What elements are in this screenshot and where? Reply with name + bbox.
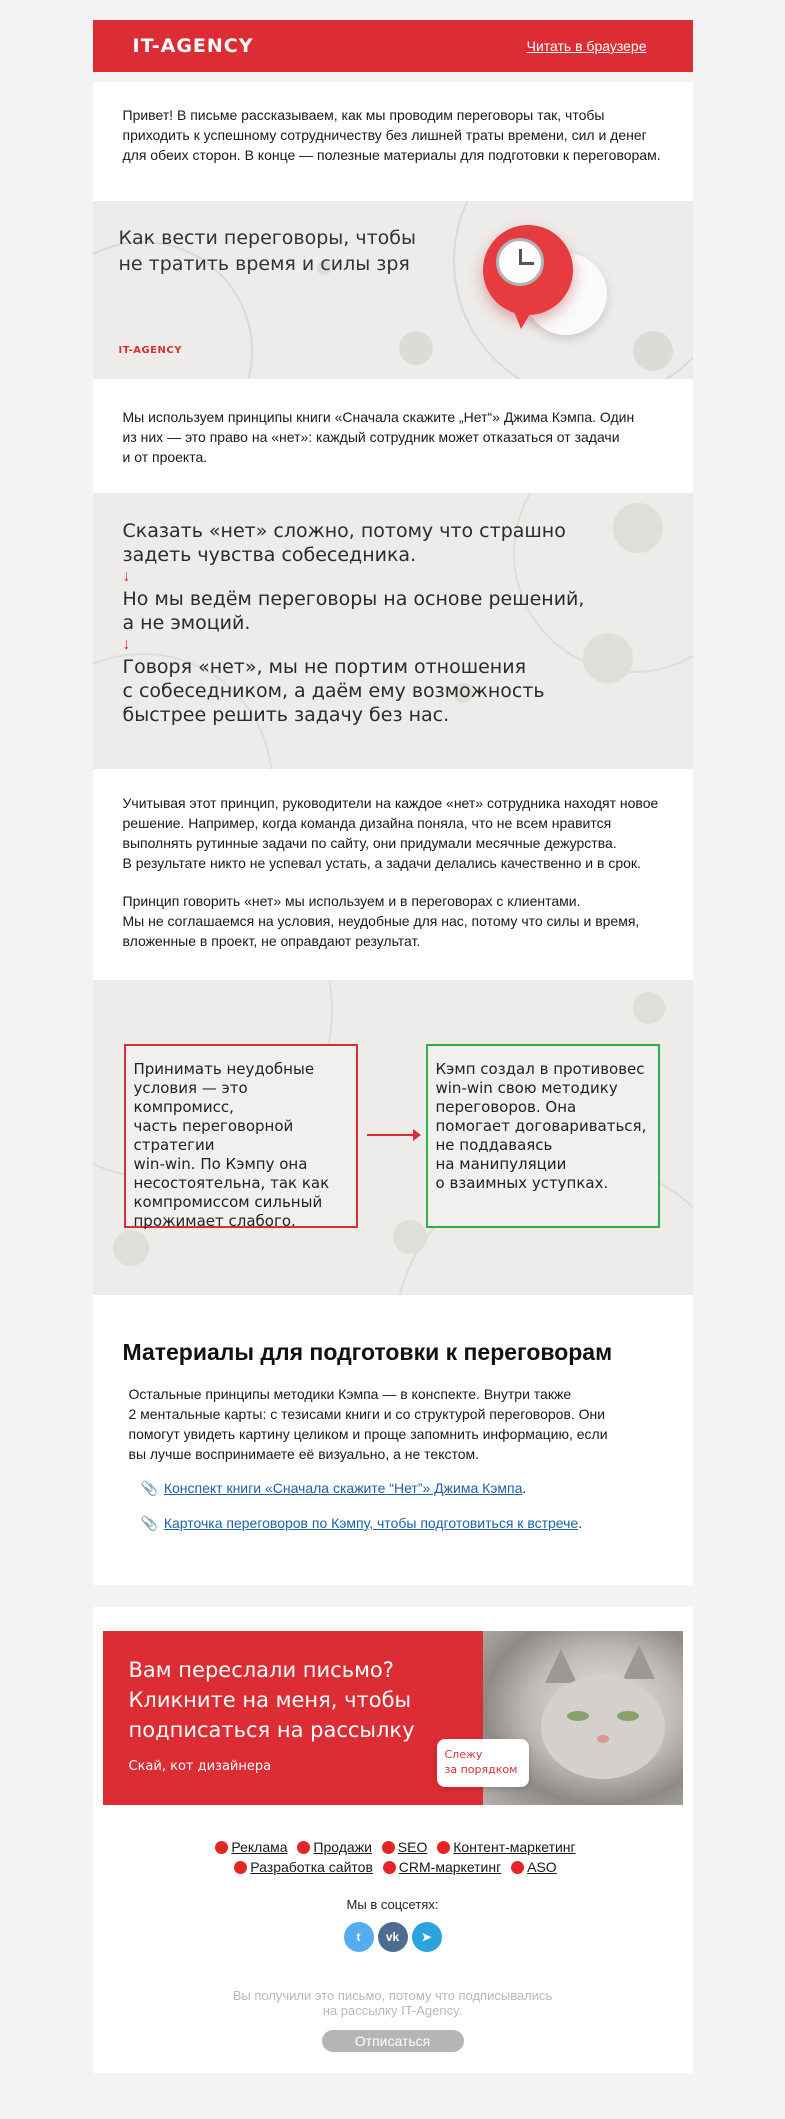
subscribe-line: Кликните на меня, чтобы bbox=[128, 1688, 412, 1712]
examples-line: В результате никто не успевал устать, а задачи делались качественно и в срок. bbox=[122, 855, 641, 871]
decor-dot bbox=[113, 1230, 149, 1266]
method-box bbox=[426, 1044, 660, 1228]
decor-dot bbox=[399, 331, 433, 365]
logo: IT-AGENCY bbox=[132, 35, 254, 57]
clock-minute-hand bbox=[520, 262, 534, 265]
principle-line: Мы используем принципы книги «Сначала скажите „Нет“» Джима Кэмпа. Один bbox=[122, 409, 635, 425]
disclaimer bbox=[103, 1988, 683, 2018]
social-title: Мы в соцсетях: bbox=[346, 1897, 439, 1912]
red-dot-icon bbox=[383, 1861, 396, 1874]
hero-banner bbox=[93, 201, 693, 379]
materials-section bbox=[93, 1295, 693, 1585]
speech-bubble-tail bbox=[513, 309, 533, 329]
method-line: на манипуляции bbox=[435, 1155, 567, 1173]
hero-title-line: не тратить время и силы зря bbox=[118, 253, 410, 275]
note-line: Слежу bbox=[444, 1748, 483, 1761]
subscribe-line: Вам переслали письмо? bbox=[128, 1658, 394, 1682]
materials-description bbox=[123, 1384, 663, 1464]
subscribe-signature: Скай, кот дизайнера bbox=[128, 1759, 272, 1774]
statement-line: с собеседником, а даём ему возможность bbox=[122, 680, 545, 702]
examples-section bbox=[93, 769, 693, 980]
decor-dot bbox=[393, 1220, 427, 1254]
red-dot-icon bbox=[437, 1841, 450, 1854]
negotiation-card-link[interactable]: Карточка переговоров по Кэмпу, чтобы подготовиться к встрече bbox=[163, 1515, 579, 1531]
disclaimer-line: на рассылку IT-Agency. bbox=[322, 2003, 463, 2018]
materials-link-row bbox=[123, 1478, 663, 1498]
principle-line: и от проекта. bbox=[122, 449, 208, 465]
statement-line: а не эмоций. bbox=[122, 612, 251, 634]
subscribe-banner[interactable] bbox=[103, 1631, 683, 1805]
email-footer bbox=[93, 1607, 693, 2073]
category-link-content[interactable]: Контент-маркетинг bbox=[453, 1839, 576, 1855]
section-divider bbox=[93, 1585, 693, 1607]
intro-section bbox=[93, 82, 693, 201]
arrow-down-icon: ↓ bbox=[122, 568, 131, 585]
read-in-browser-link[interactable]: Читать в браузере bbox=[526, 38, 647, 54]
red-dot-icon bbox=[297, 1841, 310, 1854]
unsubscribe-button[interactable]: Отписаться bbox=[322, 2030, 464, 2052]
red-dot-icon bbox=[511, 1861, 524, 1874]
statement-line: Говоря «нет», мы не портим отношения bbox=[122, 656, 527, 678]
statement-line: Но мы ведём переговоры на основе решений, bbox=[122, 588, 585, 610]
subscribe-banner-text bbox=[129, 1655, 415, 1745]
twitter-icon[interactable]: t bbox=[344, 1922, 374, 1952]
compromise-box bbox=[124, 1044, 358, 1228]
method-line: переговоров. Она bbox=[435, 1098, 577, 1116]
principle-section bbox=[93, 379, 693, 493]
compromise-line: стратегии bbox=[133, 1136, 215, 1154]
decor-dot bbox=[633, 331, 673, 371]
social-links bbox=[103, 1922, 683, 1952]
decor-dot bbox=[633, 992, 665, 1024]
materials-link-row bbox=[123, 1513, 663, 1533]
paperclip-icon: 📎 bbox=[140, 1480, 158, 1496]
materials-line: 2 ментальные карты: с тезисами книги и со структурой переговоров. Они bbox=[128, 1406, 606, 1422]
comparison-block bbox=[93, 980, 693, 1295]
clock-icon bbox=[496, 238, 544, 286]
hero-title-line: Как вести переговоры, чтобы bbox=[118, 227, 417, 249]
period: . bbox=[578, 1515, 583, 1531]
cat-eye bbox=[567, 1711, 589, 1721]
hero-logo: IT-AGENCY bbox=[118, 345, 182, 356]
examples-line: решение. Например, когда команда дизайна поняла, что не всем нравится bbox=[122, 815, 612, 831]
compromise-line: компромиссом сильный bbox=[133, 1193, 323, 1211]
compromise-line: win-win. По Кэмпу она bbox=[133, 1155, 308, 1173]
intro-text: Привет! В письме рассказываем, как мы проводим переговоры так, чтобы приходить к успешному сотрудничеству без лишней траты времени, сил и денег для обеих сторон. В конце — полезные материалы для подготовки к переговорам. bbox=[122, 107, 661, 163]
red-dot-icon bbox=[215, 1841, 228, 1854]
category-row bbox=[103, 1837, 683, 1857]
red-dot-icon bbox=[382, 1841, 395, 1854]
arrow-right-icon bbox=[367, 1134, 419, 1136]
statement-line: задеть чувства собеседника. bbox=[122, 544, 417, 566]
red-dot-icon bbox=[234, 1861, 247, 1874]
materials-line: помогут увидеть картину целиком и проще запомнить информацию, если bbox=[128, 1426, 608, 1442]
compromise-line: прожимает слабого. bbox=[133, 1212, 296, 1230]
examples-line: Принцип говорить «нет» мы используем и в переговорах с клиентами. bbox=[122, 893, 581, 909]
cat-face bbox=[541, 1675, 665, 1779]
examples-line: Мы не соглашаемся на условия, неудобные для нас, потому что силы и время, bbox=[122, 913, 640, 929]
examples-line: выполнять рутинные задачи по сайту, они придумали месячные дежурства. bbox=[122, 835, 617, 851]
hero-title bbox=[119, 225, 417, 277]
category-links bbox=[103, 1837, 683, 1877]
examples-line: вложенные в проект, не оправдают результат. bbox=[122, 933, 421, 949]
vk-icon[interactable]: vk bbox=[378, 1922, 408, 1952]
summary-link[interactable]: Конспект книги «Сначала скажите “Нет”» Джима Кэмпа bbox=[163, 1480, 523, 1496]
category-row bbox=[103, 1857, 683, 1877]
cat-ear bbox=[623, 1645, 655, 1679]
arrow-down-icon: ↓ bbox=[122, 636, 131, 653]
category-link-web[interactable]: Разработка сайтов bbox=[250, 1859, 373, 1875]
method-line: Кэмп создал в противовес bbox=[435, 1060, 645, 1078]
category-link-seo[interactable]: SEO bbox=[397, 1839, 428, 1855]
statement-line: Сказать «нет» сложно, потому что страшно bbox=[122, 520, 566, 542]
compromise-line: несостоятельна, так как bbox=[133, 1174, 330, 1192]
principle-line: из них — это право на «нет»: каждый сотрудник может отказаться от задачи bbox=[122, 429, 620, 445]
category-link-sales[interactable]: Продажи bbox=[313, 1839, 372, 1855]
cat-note bbox=[437, 1739, 529, 1787]
method-line: помогает договариваться, bbox=[435, 1117, 647, 1135]
spacer bbox=[123, 873, 663, 891]
paperclip-icon: 📎 bbox=[140, 1515, 158, 1531]
materials-line: вы лучше воспринимаете её визуально, а не текстом. bbox=[128, 1446, 480, 1462]
compromise-line: условия — это компромисс, bbox=[133, 1079, 248, 1116]
statement-line: быстрее решить задачу без нас. bbox=[122, 704, 450, 726]
materials-line: Остальные принципы методики Кэмпа — в конспекте. Внутри также bbox=[128, 1386, 572, 1402]
telegram-icon[interactable]: ➤ bbox=[412, 1922, 442, 1952]
email bbox=[93, 0, 693, 2073]
examples-line: Учитывая этот принцип, руководители на каждое «нет» сотрудника находят новое bbox=[122, 795, 659, 811]
category-link-ads[interactable]: Реклама bbox=[231, 1839, 288, 1855]
method-line: win-win свою методику bbox=[435, 1079, 618, 1097]
compromise-line: Принимать неудобные bbox=[133, 1060, 315, 1078]
statement-block bbox=[93, 493, 693, 769]
materials-title: Материалы для подготовки к переговорам bbox=[122, 1339, 613, 1365]
method-line: не поддаваясь bbox=[435, 1136, 553, 1154]
subscribe-line: подписаться на рассылку bbox=[128, 1718, 415, 1742]
disclaimer-line: Вы получили это письмо, потому что подписывались bbox=[232, 1988, 553, 2003]
note-line: за порядком bbox=[444, 1763, 518, 1776]
category-link-aso[interactable]: ASO bbox=[527, 1859, 557, 1875]
cat-nose bbox=[597, 1735, 609, 1743]
period: . bbox=[522, 1480, 527, 1496]
email-header bbox=[93, 20, 693, 72]
category-link-crm[interactable]: CRM-маркетинг bbox=[398, 1859, 502, 1875]
cat-ear bbox=[545, 1649, 577, 1683]
method-line: о взаимных уступках. bbox=[435, 1174, 609, 1192]
cat-eye bbox=[617, 1711, 639, 1721]
compromise-line: часть переговорной bbox=[133, 1117, 294, 1135]
